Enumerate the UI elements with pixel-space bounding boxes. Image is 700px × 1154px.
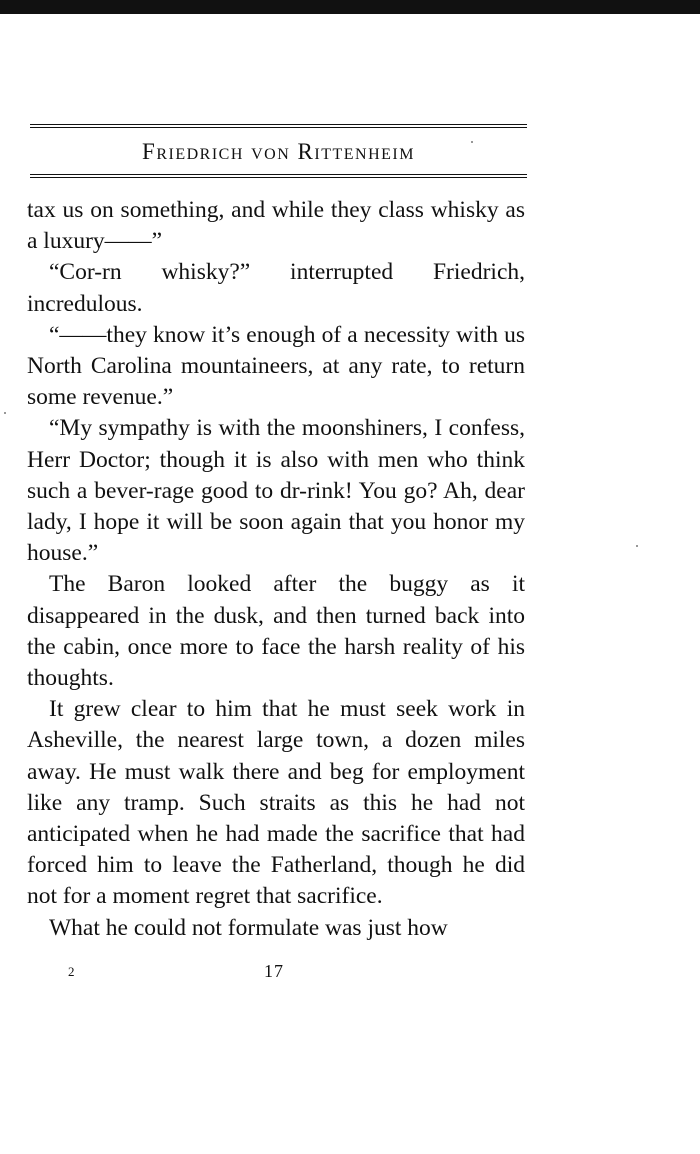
- paragraph-4: “My sympathy is with the moonshiners, I confess, Herr Doctor; though it is also with men who think such a bever-rage good to dr-rink! You go? Ah, dear lady, I hope it will be soon again that you honor my house.”: [27, 415, 525, 567]
- paper-speck: [636, 545, 638, 547]
- header-rule-bottom: [30, 174, 527, 178]
- body-text: [27, 195, 525, 944]
- paper-speck: [4, 412, 6, 414]
- signature-mark: 2: [68, 964, 75, 979]
- running-head: Friedrich von Rittenheim: [142, 139, 415, 164]
- paragraph-7: What he could not formulate was just how: [49, 914, 448, 941]
- paper-speck: [471, 141, 473, 143]
- paragraph-1: tax us on something, and while they class whisky as a luxury——”: [27, 197, 525, 255]
- paragraph-3: “——they know it’s enough of a necessity with us North Carolina mountaineers, at any rate, to return some revenue.”: [27, 321, 525, 411]
- page-number: 17: [264, 961, 284, 981]
- paragraph-2: “Cor-rn whisky?” interrupted Friedrich, incredulous.: [27, 259, 525, 317]
- header-rule-top: [30, 124, 527, 128]
- paragraph-6: It grew clear to him that he must seek work in Asheville, the nearest large town, a dozen miles away. He must walk there and beg for employment like any tramp. Such straits as this he had not anticipated when he had made the sacrifice that had forced him to leave the Fatherland, though he did not for a moment regret that sacrifice.: [27, 696, 525, 910]
- paragraph-5: The Baron looked after the buggy as it disappeared in the dusk, and then turned back into the cabin, once more to face the harsh reality of his thoughts.: [27, 571, 525, 692]
- page-top-edge: [0, 0, 700, 14]
